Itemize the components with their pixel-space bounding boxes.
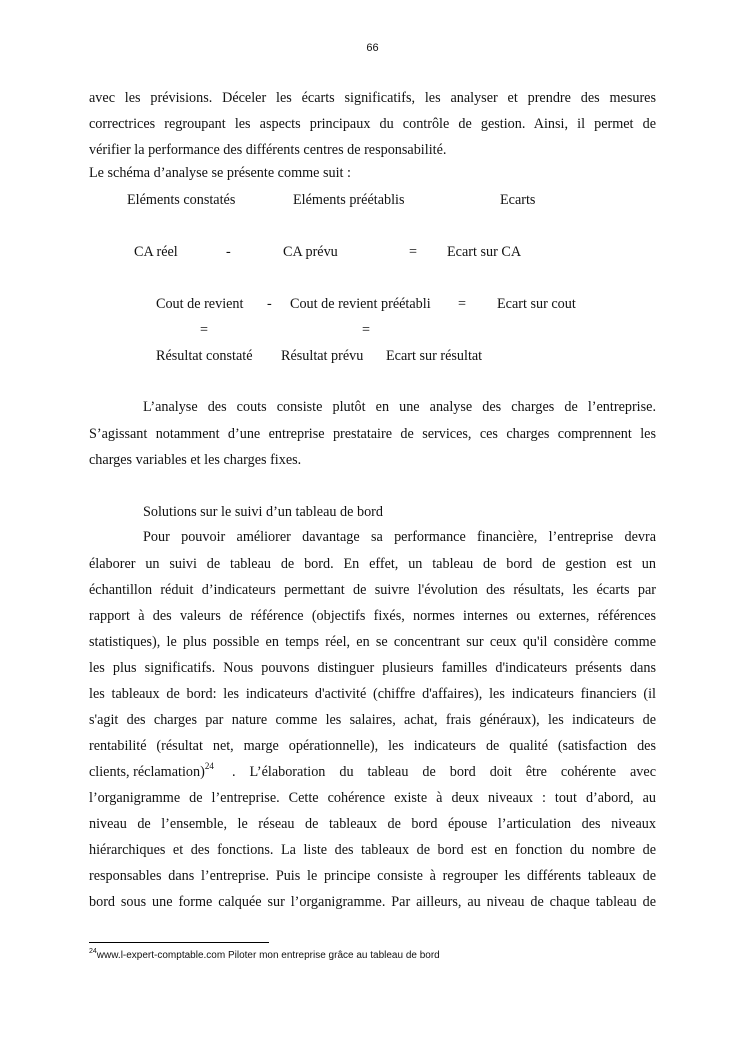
- schema-equals-4: =: [362, 322, 371, 338]
- tail-line-2: niveau de l’ensemble, le réseau de tableaux de bord épouse l’articulation des niveaux: [89, 816, 656, 832]
- body-line-2: élaborer un suivi de tableau de bord. En effet, un tableau de bord de gestion est un: [89, 556, 656, 572]
- schema-ecart-resultat: Ecart sur résultat: [386, 348, 483, 364]
- schema-ca-prevu: CA prévu: [283, 244, 338, 260]
- schema-cout-revient: Cout de revient: [156, 296, 244, 312]
- body-line-ref-right: . L’élaboration du tableau de bord doit être cohérente avec: [232, 764, 656, 780]
- schema-equals-3: =: [200, 322, 209, 338]
- section-title: Solutions sur le suivi d’un tableau de bord: [143, 504, 383, 520]
- footnote-number: 24: [89, 948, 97, 955]
- tail-line-5: bord sous une forme calquée sur l’organigramme. Par ailleurs, au niveau de chaque tableau de: [89, 894, 656, 910]
- intro-line-3: vérifier la performance des différents centres de responsabilité.: [89, 142, 447, 158]
- body-line-5: statistiques), le plus possible en temps réel, en se concentrant sur ceux qu'il considère comme: [89, 634, 656, 650]
- schema-resultat-prevu: Résultat prévu: [281, 348, 364, 364]
- schema-equals-1: =: [409, 244, 418, 260]
- tail-line-3: hiérarchiques et des fonctions. La liste des tableaux de bord est en fonction du nombre de: [89, 842, 656, 858]
- body-line-7: les tableaux de bord: les indicateurs d'activité (chiffre d'affaires), les indicateurs financiers (il: [89, 686, 656, 702]
- schema-header-constates: Eléments constatés: [127, 192, 236, 208]
- schema-ecart-ca: Ecart sur CA: [447, 244, 522, 260]
- schema-ecart-cout: Ecart sur cout: [497, 296, 576, 312]
- footnote-separator: [89, 942, 269, 943]
- body-line-3: échantillon réduit d’indicateurs permettant de suivre l'évolution des résultats, les écarts par: [89, 582, 656, 598]
- body-line-9: rentabilité (résultat net, marge opérationnelle), les indicateurs de qualité (satisfaction des: [89, 738, 656, 754]
- intro-line-2: correctrices regroupant les aspects principaux du contrôle de gestion. Ainsi, il permet de: [89, 116, 656, 132]
- schema-resultat-constate: Résultat constaté: [156, 348, 253, 364]
- footnote-ref[interactable]: 24: [204, 761, 214, 771]
- ref-line-text-before: clients, réclamation): [89, 764, 205, 780]
- analysis-line-1: L’analyse des couts consiste plutôt en une analyse des charges de l’entreprise.: [143, 399, 656, 415]
- schema-minus-2: -: [267, 296, 272, 312]
- schema-header-preetablis: Eléments préétablis: [293, 192, 405, 208]
- schema-intro: Le schéma d’analyse se présente comme suit :: [89, 165, 351, 181]
- body-line-ref-left: [89, 761, 214, 781]
- body-line-1: Pour pouvoir améliorer davantage sa performance financière, l’entreprise devra: [143, 529, 656, 545]
- tail-line-1: l’organigramme de l’entreprise. Cette cohérence existe à deux niveaux : tout d’abord, au: [89, 790, 656, 806]
- schema-equals-2: =: [458, 296, 467, 312]
- analysis-line-3: charges variables et les charges fixes.: [89, 452, 302, 468]
- body-line-4: rapport à des valeurs de référence (objectifs fixés, normes internes ou externes, références: [89, 608, 656, 624]
- analysis-line-2: S’agissant notamment d’une entreprise prestataire de services, ces charges comprennent les: [89, 426, 656, 442]
- tail-line-4: responsables dans l’entreprise. Puis le principe consiste à regrouper les différents tableaux de: [89, 868, 656, 884]
- intro-line-1: avec les prévisions. Déceler les écarts significatifs, les analyser et prendre des mesures: [89, 90, 656, 106]
- schema-header-ecarts: Ecarts: [500, 192, 536, 208]
- footnote: [89, 950, 440, 961]
- body-line-8: s'agit des charges par nature comme les salaires, achat, frais généraux), les indicateurs de: [89, 712, 656, 728]
- schema-cout-preetabli: Cout de revient préétabli: [290, 296, 431, 312]
- page-number: 66: [366, 42, 379, 54]
- schema-ca-reel: CA réel: [134, 244, 178, 260]
- footnote-text: www.l-expert-comptable.com Piloter mon entreprise grâce au tableau de bord: [96, 950, 440, 961]
- schema-minus-1: -: [226, 244, 231, 260]
- body-line-6: les plus significatifs. Nous pouvons distinguer plusieurs familles d'indicateurs présents dans: [89, 660, 656, 676]
